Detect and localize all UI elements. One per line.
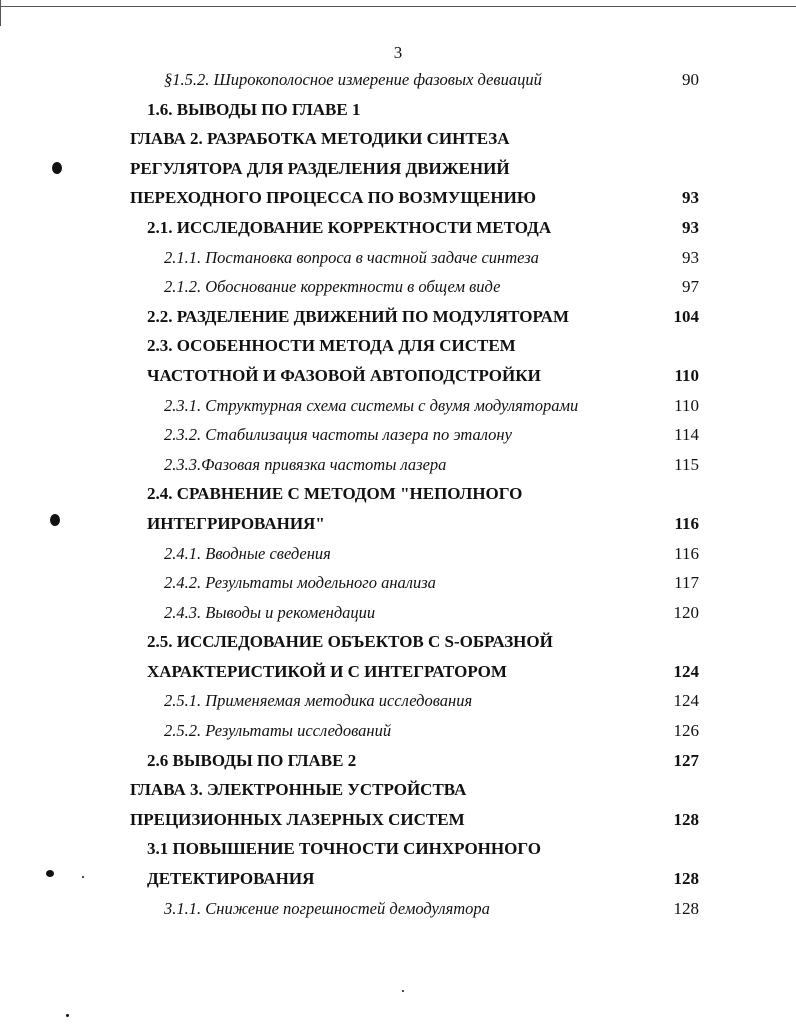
toc-entry xyxy=(0,215,796,245)
toc-entry-page: 128 xyxy=(673,809,699,829)
toc-entry xyxy=(0,452,796,482)
toc-entry xyxy=(0,659,796,689)
toc-entry-page: 110 xyxy=(674,365,699,385)
toc-entry-title: 2.3.3.Фазовая привязка частоты лазера xyxy=(164,454,447,474)
toc-entry-page: 90 xyxy=(682,70,699,89)
toc-entry-title: ЧАСТОТНОЙ И ФАЗОВОЙ АВТОПОДСТРОЙКИ xyxy=(147,365,541,385)
toc-entry xyxy=(0,185,796,215)
toc-entry-page: 117 xyxy=(674,573,699,593)
toc-entry-title: §1.5.2. Широкополосное измерение фазовых девиаций xyxy=(164,70,542,89)
scan-speck xyxy=(50,514,60,526)
toc-entry-title: 2.6 ВЫВОДЫ ПО ГЛАВЕ 2 xyxy=(147,750,357,770)
toc-entry xyxy=(0,688,796,718)
toc-entry-page: 97 xyxy=(682,277,699,297)
top-rule xyxy=(0,6,796,7)
toc-entry-title: 2.1.2. Обоснование корректности в общем виде xyxy=(164,277,501,297)
toc-entry xyxy=(0,274,796,304)
toc-entry xyxy=(0,600,796,630)
toc-entry xyxy=(0,156,796,186)
toc-entry-page: 124 xyxy=(673,661,699,681)
toc-entry xyxy=(0,363,796,393)
toc-entry-title: РЕГУЛЯТОРА ДЛЯ РАЗДЕЛЕНИЯ ДВИЖЕНИЙ xyxy=(130,158,510,178)
table-of-contents xyxy=(0,67,796,925)
toc-entry-title: 2.2. РАЗДЕЛЕНИЕ ДВИЖЕНИЙ ПО МОДУЛЯТОРАМ xyxy=(147,306,569,326)
toc-entry xyxy=(0,718,796,748)
scan-speck xyxy=(66,1014,69,1017)
scan-speck xyxy=(46,870,54,877)
toc-entry xyxy=(0,570,796,600)
toc-entry xyxy=(0,333,796,363)
toc-entry xyxy=(0,422,796,452)
toc-entry-page: 120 xyxy=(673,602,699,622)
toc-entry-title: ИНТЕГРИРОВАНИЯ" xyxy=(147,513,325,533)
toc-entry-title: 2.4. СРАВНЕНИЕ С МЕТОДОМ "НЕПОЛНОГО xyxy=(147,484,523,504)
toc-entry xyxy=(0,393,796,423)
toc-entry-page: 128 xyxy=(673,898,699,918)
toc-entry-page: 115 xyxy=(674,454,699,474)
toc-entry-title: 3.1 ПОВЫШЕНИЕ ТОЧНОСТИ СИНХРОННОГО xyxy=(147,839,541,859)
toc-entry xyxy=(0,481,796,511)
toc-entry-page: 93 xyxy=(682,217,699,237)
toc-entry xyxy=(0,866,796,896)
toc-entry-title: 2.3. ОСОБЕННОСТИ МЕТОДА ДЛЯ СИСТЕМ xyxy=(147,336,516,356)
toc-entry xyxy=(0,896,796,926)
toc-entry xyxy=(0,836,796,866)
toc-entry-title: 2.5.1. Применяемая методика исследования xyxy=(164,691,473,711)
toc-entry-title: ГЛАВА 2. РАЗРАБОТКА МЕТОДИКИ СИНТЕЗА xyxy=(130,129,510,149)
toc-entry xyxy=(0,748,796,778)
toc-entry-title: 2.4.1. Вводные сведения xyxy=(164,543,331,563)
toc-entry-page: 116 xyxy=(674,513,699,533)
toc-entry xyxy=(0,541,796,571)
toc-entry xyxy=(0,807,796,837)
toc-entry-title: 2.1. ИССЛЕДОВАНИЕ КОРРЕКТНОСТИ МЕТОДА xyxy=(147,217,552,237)
toc-entry-title: ГЛАВА 3. ЭЛЕКТРОННЫЕ УСТРОЙСТВА xyxy=(130,780,467,800)
toc-entry-title: ДЕТЕКТИРОВАНИЯ xyxy=(147,869,315,889)
toc-entry-title: 2.3.2. Стабилизация частоты лазера по эталону xyxy=(164,425,512,445)
toc-entry xyxy=(0,67,796,97)
toc-entry-page: 104 xyxy=(673,306,699,326)
toc-entry-title: 1.6. ВЫВОДЫ ПО ГЛАВЕ 1 xyxy=(147,99,361,119)
toc-entry xyxy=(0,629,796,659)
toc-entry-page: 93 xyxy=(682,247,699,267)
toc-entry-title: ХАРАКТЕРИСТИКОЙ И С ИНТЕГРАТОРОМ xyxy=(147,661,507,681)
toc-entry xyxy=(0,777,796,807)
toc-entry xyxy=(0,245,796,275)
toc-entry-page: 110 xyxy=(674,395,699,415)
page-number: 3 xyxy=(393,43,403,62)
toc-entry-page: 116 xyxy=(674,543,699,563)
toc-entry-title: 2.5.2. Результаты исследований xyxy=(164,721,392,741)
toc-entry xyxy=(0,511,796,541)
toc-entry-title: ПЕРЕХОДНОГО ПРОЦЕССА ПО ВОЗМУЩЕНИЮ xyxy=(130,188,536,208)
toc-entry-title: 2.4.3. Выводы и рекомендации xyxy=(164,602,376,622)
toc-entry-page: 93 xyxy=(682,188,699,208)
toc-entry-page: 126 xyxy=(673,721,699,741)
toc-entry-page: 114 xyxy=(674,425,699,445)
scan-speck xyxy=(82,876,84,878)
toc-entry-page: 127 xyxy=(673,750,699,770)
toc-entry-title: 2.3.1. Структурная схема системы с двумя модуляторами xyxy=(164,395,579,415)
toc-entry-page: 124 xyxy=(673,691,699,711)
toc-entry-title: ПРЕЦИЗИОННЫХ ЛАЗЕРНЫХ СИСТЕМ xyxy=(130,809,465,829)
toc-entry-title: 2.1.1. Постановка вопроса в частной задаче синтеза xyxy=(164,247,539,267)
toc-entry-title: 2.4.2. Результаты модельного анализа xyxy=(164,573,436,593)
toc-entry-title: 2.5. ИССЛЕДОВАНИЕ ОБЪЕКТОВ С S-ОБРАЗНОЙ xyxy=(147,632,553,652)
toc-entry-title: 3.1.1. Снижение погрешностей демодулятора xyxy=(164,898,490,918)
toc-entry xyxy=(0,97,796,127)
toc-entry xyxy=(0,304,796,334)
toc-entry xyxy=(0,126,796,156)
toc-entry-page: 128 xyxy=(673,869,699,889)
scan-speck xyxy=(52,162,62,174)
left-edge-rule xyxy=(0,0,1,26)
scan-speck xyxy=(402,990,404,992)
